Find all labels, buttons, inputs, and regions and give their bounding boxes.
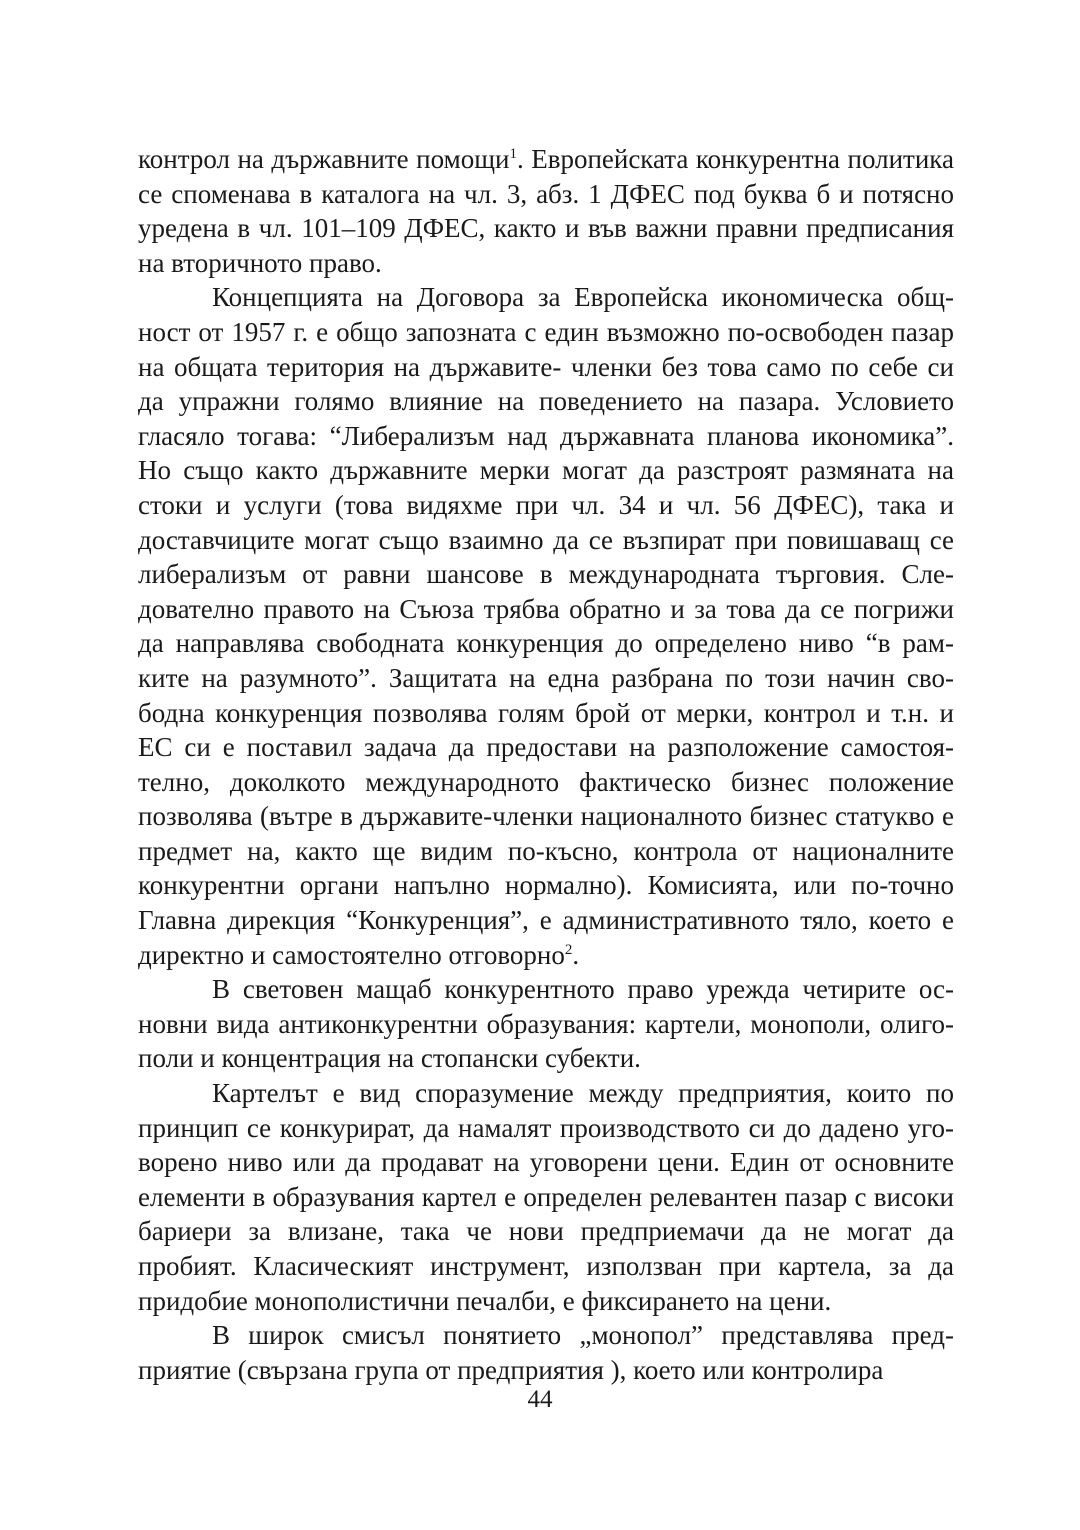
footnote-marker[interactable]: 1: [509, 146, 517, 162]
paragraph-anticompetitive-forms: В световен мащаб конкурентното право урежда четирите основни вида антиконкурентни образувания: картели, монополи, олигополи и концентрация на стопански субекти.: [138, 974, 954, 1074]
paragraph-text: контрол на държавните помощи: [138, 144, 510, 174]
paragraph-text: .: [572, 939, 580, 970]
paragraph-eec-concept: [138, 280, 954, 972]
paragraph-monopoly: В широк смисъл понятието „монопол” представлява предприятие (свързана група от предприятия ), което или контролира: [138, 1320, 954, 1385]
paragraph-cartel: Картелът е вид споразумение между предприятия, които по принцип се конкурират, да намалят производството си до дадено уговорено ниво или да продават на уговорени цени. Един от основните елементи в образувания картел е определен релевантен пазар с високи бариери за влизане, така че нови предприемачи да не могат да пробият. Класическият инструмент, използван при картела, за да придобие монополистични печалби, е фиксирането на цени.: [138, 1078, 954, 1316]
paragraph-text: . Европейската конкурентна политика се споменава в каталога на чл. 3, абз. 1 ДФЕС под буква б и потясно уредена в чл. 101–109 ДФЕС, както и във важни правни предписания на вторичното право.: [138, 144, 954, 278]
paragraph-text: Концепцията на Договора за Европейска икономическа общност от 1957 г. е общо запозната с един възможно по-освободен пазар на общата територия на държавите- членки без това само по себе си да упражни голямо влияние на поведението на пазара. Условието гласяло тогава: “Либерализъм над държавната планова икономика”. Но също както държавните мерки могат да разстроят размяната на стоки и услуги (това видяхме при чл. 34 и чл. 56 ДФЕС), така и доставчиците могат също взаимно да се възпират при повишаващ се либерализъм от равни шансове в международната търговия. Следователно правото на Съюза трябва обратно и за това да се погрижи да направлява свободната конкуренция до определено ниво “в рамките на разумното”. Защитата на една разбрана по този начин свободна конкуренция позволява голям брой от мерки, контрол и т.н. и ЕС си е поставил задача да предостави на разположение самостоятелно, доколкото международното фактическо бизнес положение позволява (вътре в държавите-членки националното бизнес статукво е предмет на, както ще видим по-късно, контрола от националните конкурентни органи напълно нормално). Комисията, или по-точно Главна дирекция “Конкуренция”, е административното тяло, което е директно и самостоятелно отговорно: [138, 282, 954, 970]
page-number: 44: [527, 1386, 553, 1413]
paragraph-continuation: [138, 142, 954, 280]
body-text: [138, 142, 954, 1387]
footnote-marker[interactable]: 2: [564, 941, 573, 958]
